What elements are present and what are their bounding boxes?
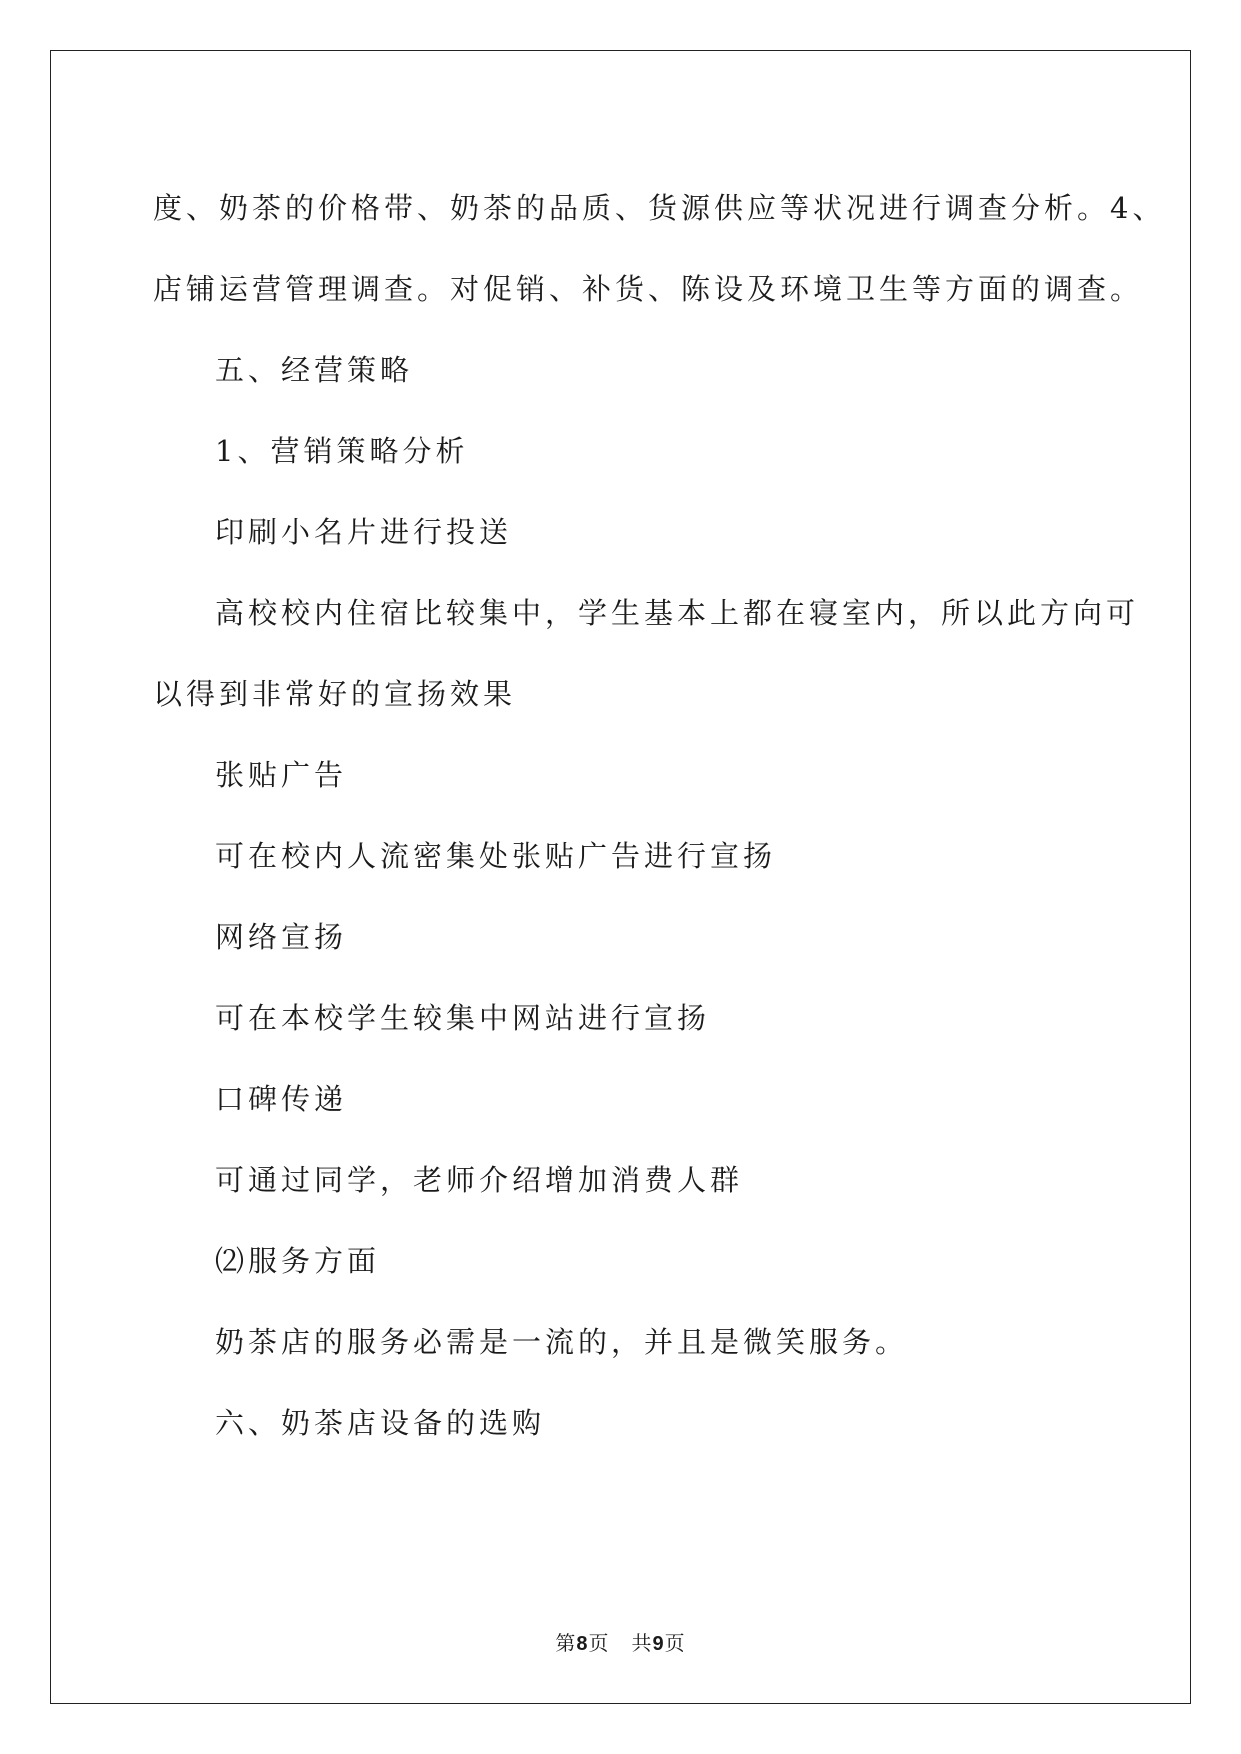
paragraph-line: 奶茶店的服务必需是一流的，并且是微笑服务。 (215, 1325, 909, 1359)
paragraph-line: 网络宣扬 (215, 920, 348, 954)
paragraph-line: 以得到非常好的宣扬效果 (153, 677, 517, 711)
paragraph-line: 口碑传递 (215, 1082, 348, 1116)
paragraph-line: 度、奶茶的价格带、奶茶的品质、货源供应等状况进行调查分析。4、 (153, 191, 1166, 225)
subsection-heading: 1、营销策略分析 (215, 434, 469, 468)
section-heading: 六、奶茶店设备的选购 (215, 1406, 546, 1440)
page-number-footer (0, 1627, 1241, 1656)
paragraph-line: 印刷小名片进行投送 (215, 515, 513, 549)
footer-suffix: 页 (664, 1631, 686, 1655)
subsection-heading: ⑵服务方面 (215, 1244, 381, 1278)
total-pages-number: 9 (652, 1633, 665, 1655)
current-page-number: 8 (576, 1633, 589, 1655)
paragraph-line: 高校校内住宿比较集中，学生基本上都在寝室内，所以此方向可 (215, 596, 1140, 630)
footer-middle: 页 共 (588, 1631, 653, 1655)
paragraph-line: 店铺运营管理调查。对促销、补货、陈设及环境卫生等方面的调查。 (153, 272, 1144, 306)
footer-prefix: 第 (555, 1631, 577, 1655)
document-body (153, 168, 1166, 1464)
paragraph-line: 可通过同学，老师介绍增加消费人群 (215, 1163, 744, 1197)
section-heading: 五、经营策略 (215, 353, 414, 387)
paragraph-line: 可在本校学生较集中网站进行宣扬 (215, 1001, 711, 1035)
paragraph-line: 可在校内人流密集处张贴广告进行宣扬 (215, 839, 777, 873)
paragraph-line: 张贴广告 (215, 758, 348, 792)
